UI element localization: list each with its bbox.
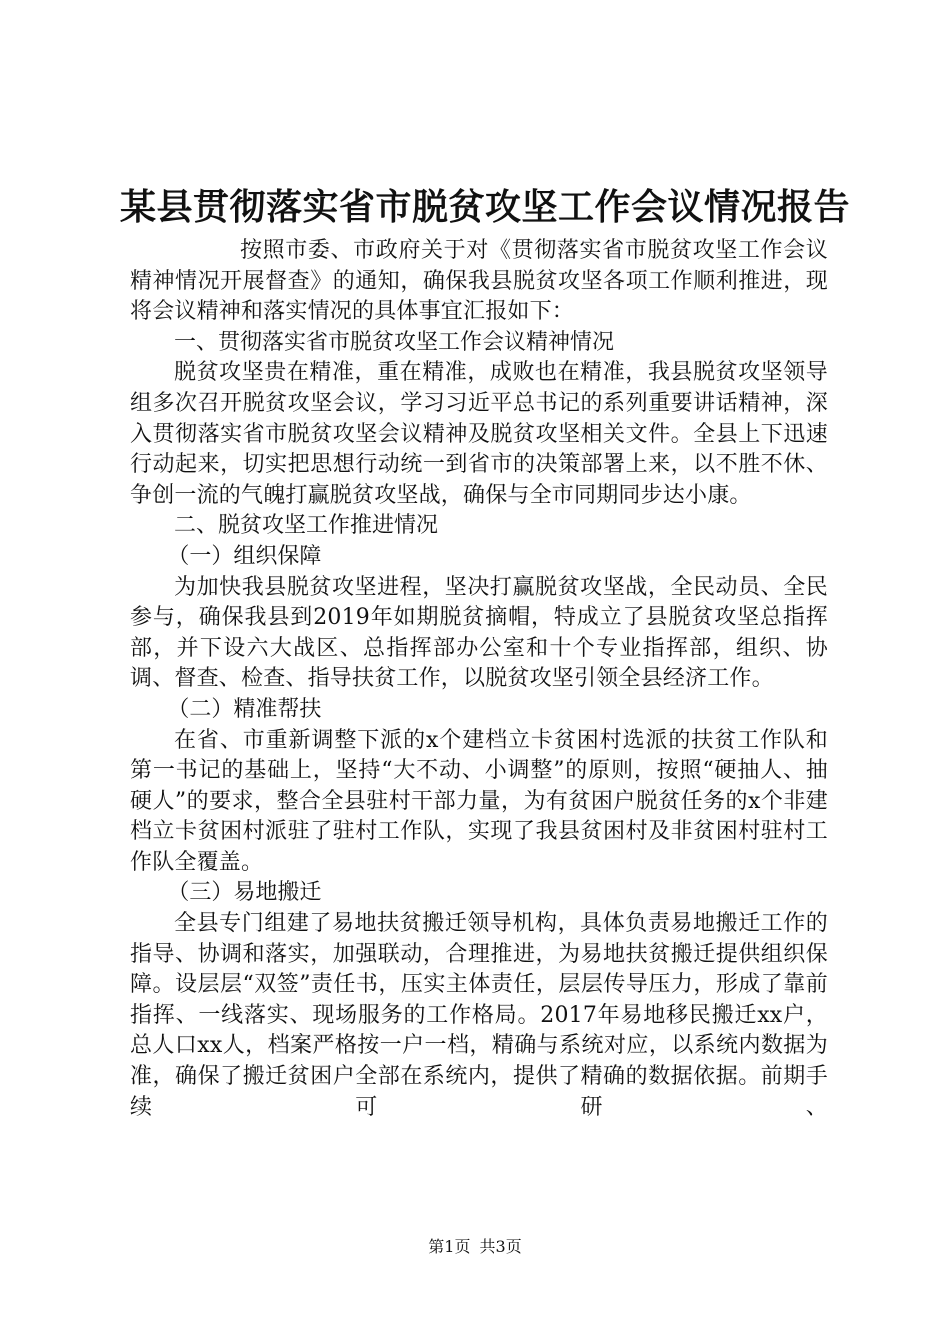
document-title: 某县贯彻落实省市脱贫攻坚工作会议情况报告 xyxy=(120,186,851,228)
page-number: 第1页 xyxy=(428,1237,471,1256)
document-body xyxy=(130,236,828,1123)
intro-paragraph: 按照市委、市政府关于对《贯彻落实省市脱贫攻坚工作会议精神情况开展督查》的通知，确保我县脱贫攻坚各项工作顺利推进，现将会议精神和落实情况的具体事宜汇报如下： xyxy=(130,238,828,325)
page-footer xyxy=(0,1236,950,1258)
subsection-2-heading: （二）精准帮扶 xyxy=(167,696,322,722)
subsection-3-paragraph: 全县专门组建了易地扶贫搬迁领导机构，具体负责易地搬迁工作的指导、协调和落实，加强联动，合理推进，为易地扶贫搬迁提供组织保障。设层层“双签”责任书，压实主体责任，层层传导压力，形成了靠前指挥、一线落实、现场服务的工作格局。2017年易地移民搬迁xx户，总人口xx人，档案严格按一户一档，精确与系统对应，以系统内数据为准，确保了搬迁贫困户全部在系统内，提供了精确的数据依据。前期手续可研、 xyxy=(130,911,828,1120)
section-1-paragraph: 脱贫攻坚贵在精准，重在精准，成败也在精准，我县脱贫攻坚领导组多次召开脱贫攻坚会议，学习习近平总书记的系列重要讲话精神，深入贯彻落实省市脱贫攻坚会议精神及脱贫攻坚相关文件。全县上下迅速行动起来，切实把思想行动统一到省市的决策部署上来，以不胜不休、争创一流的气魄打赢脱贫攻坚战，确保与全市同期同步达小康。 xyxy=(130,360,828,508)
section-1-heading: 一、贯彻落实省市脱贫攻坚工作会议精神情况 xyxy=(174,329,615,355)
subsection-2-paragraph: 在省、市重新调整下派的x个建档立卡贫困村选派的扶贫工作队和第一书记的基础上，坚持“大不动、小调整”的原则，按照“硬抽人、抽硬人”的要求，整合全县驻村干部力量，为有贫困户脱贫任务的x个非建档立卡贫困村派驻了驻村工作队，实现了我县贫困村及非贫困村驻村工作队全覆盖。 xyxy=(130,727,828,875)
subsection-1-paragraph: 为加快我县脱贫攻坚进程，坚决打赢脱贫攻坚战，全民动员、全民参与，确保我县到2019年如期脱贫摘帽，特成立了县脱贫攻坚总指挥部，并下设六大战区、总指挥部办公室和十个专业指挥部，组织、协调、督查、检查、指导扶贫工作，以脱贫攻坚引领全县经济工作。 xyxy=(130,574,828,692)
subsection-3-heading: （三）易地搬迁 xyxy=(167,880,322,906)
subsection-1-heading: （一）组织保障 xyxy=(167,543,322,569)
section-2-heading: 二、脱贫攻坚工作推进情况 xyxy=(174,513,439,539)
page-total: 共3页 xyxy=(479,1237,522,1256)
